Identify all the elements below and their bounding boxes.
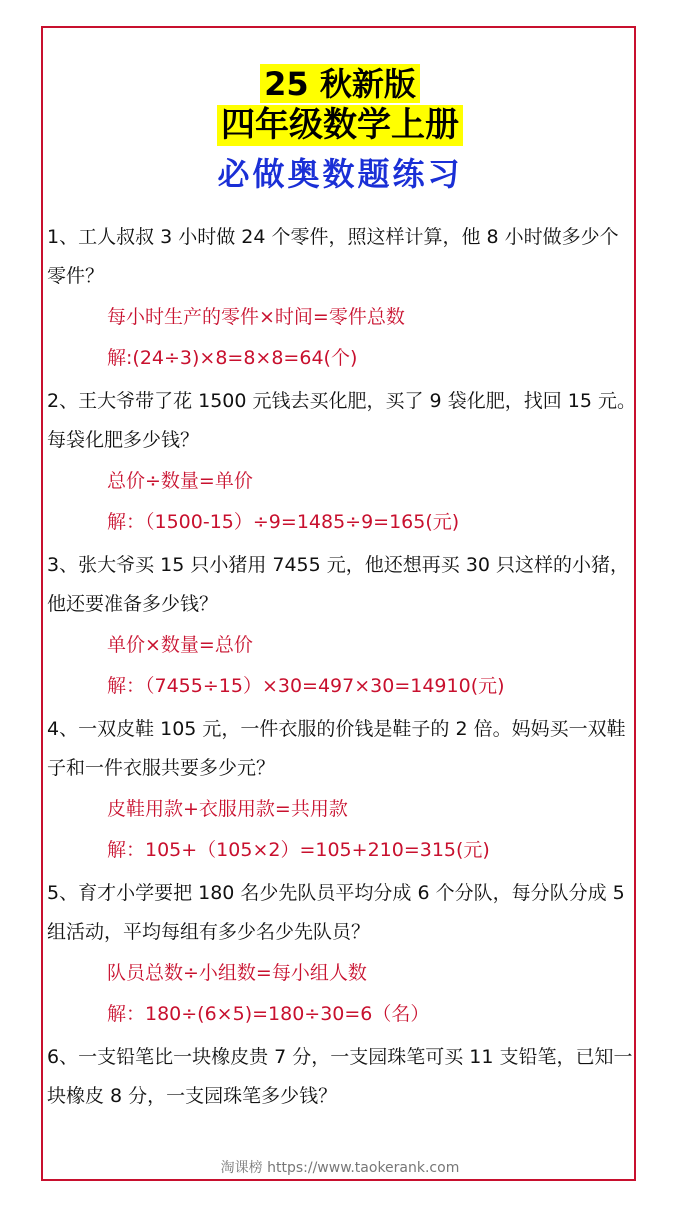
footer-watermark: 淘课榜 https://www.taokerank.com bbox=[220, 1160, 460, 1176]
problem-1 bbox=[47, 218, 637, 378]
problem-list bbox=[47, 218, 637, 1116]
problem-formula: 队员总数÷小组数=每小组人数 bbox=[107, 962, 367, 984]
problem-5 bbox=[47, 874, 637, 1034]
problem-solution: 解：（1500-15）÷9=1485÷9=165(元) bbox=[107, 511, 460, 533]
title-block bbox=[0, 64, 680, 193]
problem-4 bbox=[47, 710, 637, 870]
problem-question: 6、一支铅笔比一块橡皮贵 7 分，一支园珠笔可买 11 支铅笔，已知一块橡皮 8 分，一支园珠笔多少钱？ bbox=[47, 1046, 633, 1107]
problem-3 bbox=[47, 546, 637, 706]
title-subject: 必做奥数题练习 bbox=[217, 155, 463, 193]
problem-question: 5、育才小学要把 180 名少先队员平均分成 6 个分队，每分队分成 5 组活动，平均每组有多少名少先队员？ bbox=[47, 882, 625, 943]
title-grade: 四年级数学上册 bbox=[217, 105, 463, 146]
problem-solution: 解：180÷(6×5)=180÷30=6（名） bbox=[107, 1003, 430, 1025]
problem-formula: 皮鞋用款+衣服用款=共用款 bbox=[107, 798, 348, 820]
title-edition: 25 秋新版 bbox=[260, 64, 420, 103]
problem-question: 3、张大爷买 15 只小猪用 7455 元，他还想再买 30 只这样的小猪，他还要准备多少钱？ bbox=[47, 554, 630, 615]
problem-formula: 总价÷数量=单价 bbox=[107, 470, 253, 492]
problem-6 bbox=[47, 1038, 637, 1116]
problem-question: 4、一双皮鞋 105 元，一件衣服的价钱是鞋子的 2 倍。妈妈买一双鞋子和一件衣服共要多少元？ bbox=[47, 718, 626, 779]
problem-2 bbox=[47, 382, 637, 542]
problem-question: 2、王大爷带了花 1500 元钱去买化肥，买了 9 袋化肥，找回 15 元。每袋化肥多少钱？ bbox=[47, 390, 636, 451]
problem-solution: 解:(24÷3)×8=8×8=64(个) bbox=[107, 347, 358, 369]
problem-solution: 解：105+（105×2）=105+210=315(元) bbox=[107, 839, 490, 861]
problem-question: 1、工人叔叔 3 小时做 24 个零件，照这样计算，他 8 小时做多少个零件？ bbox=[47, 226, 619, 287]
problem-formula: 单价×数量=总价 bbox=[107, 634, 253, 656]
problem-solution: 解：（7455÷15）×30=497×30=14910(元) bbox=[107, 675, 505, 697]
problem-formula: 每小时生产的零件×时间=零件总数 bbox=[107, 306, 405, 328]
